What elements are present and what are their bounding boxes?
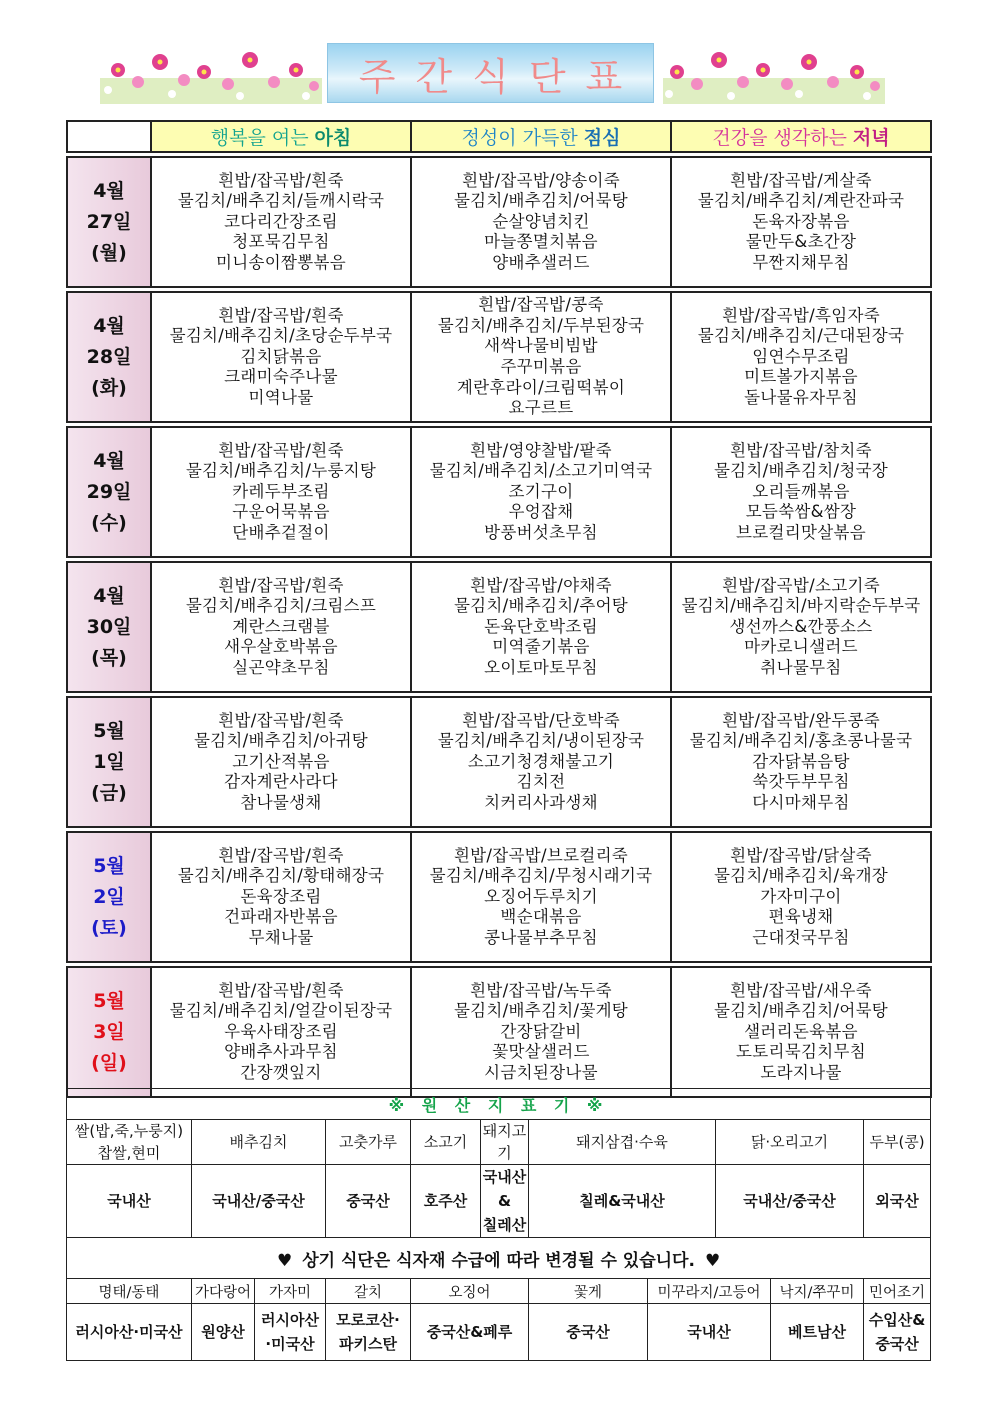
breakfast-menu-line: 김치닭볶음 bbox=[240, 346, 322, 366]
dinner-menu-line: 오리들깨볶음 bbox=[752, 481, 850, 501]
breakfast-cell bbox=[151, 832, 411, 962]
dinner-menu-line: 생선까스&깐풍소스 bbox=[729, 616, 873, 636]
lunch-menu-line: 간장닭갈비 bbox=[500, 1021, 582, 1041]
dinner-menu bbox=[672, 576, 930, 679]
origin-value-cell bbox=[716, 1165, 864, 1238]
origin-label-row bbox=[67, 1279, 931, 1304]
breakfast-menu bbox=[152, 441, 410, 544]
lunch-menu-line: 물김치/배추김치/추어탕 bbox=[453, 596, 629, 616]
day-row bbox=[67, 292, 931, 422]
origin-value-cell bbox=[529, 1304, 648, 1361]
breakfast-cell bbox=[151, 292, 411, 422]
origin-label-cell bbox=[771, 1279, 864, 1304]
origin-value-text: 칠레&국내산 bbox=[579, 1192, 665, 1210]
origin-label-cell bbox=[864, 1120, 931, 1165]
origin-label-text: 가자미 bbox=[268, 1284, 312, 1301]
lunch-menu-line: 소고기청경채불고기 bbox=[467, 751, 615, 771]
dinner-menu-line: 무짠지채무침 bbox=[752, 252, 850, 272]
lunch-menu bbox=[412, 295, 670, 419]
origin-value-cell bbox=[192, 1304, 255, 1361]
breakfast-menu-line: 미니송이짬뽕볶음 bbox=[216, 252, 346, 272]
origin-value-text: 모로코산· bbox=[336, 1311, 400, 1329]
breakfast-menu-line: 돈육장조림 bbox=[240, 886, 322, 906]
date-cell bbox=[67, 967, 151, 1097]
dinner-menu-line: 편육냉채 bbox=[768, 907, 834, 927]
lunch-menu-line: 시금치된장나물 bbox=[484, 1062, 598, 1082]
origin-value-cell bbox=[255, 1304, 326, 1361]
lunch-menu-line: 흰밥/잡곡밥/브로컬리죽 bbox=[453, 845, 629, 865]
breakfast-menu-line: 청포묵김무침 bbox=[232, 232, 330, 252]
date-cell bbox=[67, 697, 151, 827]
day-row bbox=[67, 967, 931, 1097]
origin-label-text: 민어조기 bbox=[869, 1284, 926, 1301]
origin-label-cell bbox=[326, 1279, 411, 1304]
title-banner bbox=[327, 43, 654, 103]
lunch-header bbox=[411, 121, 671, 152]
origin-label-text: 두부(콩) bbox=[869, 1133, 925, 1151]
dinner-menu-line: 취나물무침 bbox=[760, 657, 842, 677]
dinner-cell bbox=[671, 292, 931, 422]
header-corner bbox=[67, 121, 151, 152]
origin-value-cell bbox=[864, 1165, 931, 1238]
origin-label-cell bbox=[648, 1279, 771, 1304]
origin-title-row bbox=[67, 1089, 931, 1120]
origin-label-cell bbox=[411, 1279, 529, 1304]
breakfast-menu-line: 참나물생채 bbox=[240, 792, 322, 812]
date-cell bbox=[67, 562, 151, 692]
breakfast-menu-line: 감자계란사라다 bbox=[224, 772, 338, 792]
origin-value-text: 국내산/중국산 bbox=[212, 1192, 305, 1210]
lunch-cell bbox=[411, 967, 671, 1097]
breakfast-header-lead: 행복을 여는 bbox=[210, 127, 309, 149]
breakfast-menu-line: 크래미숙주나물 bbox=[224, 367, 338, 387]
day-row bbox=[67, 697, 931, 827]
date-day: 27일 bbox=[86, 210, 132, 233]
dinner-menu bbox=[672, 306, 930, 409]
dinner-menu-line: 도라지나물 bbox=[760, 1062, 842, 1082]
origin-value-cell bbox=[411, 1165, 481, 1238]
origin-value-text: 베트남산 bbox=[788, 1323, 846, 1341]
lunch-menu-line: 계란후라이/크림떡볶이 bbox=[456, 377, 626, 397]
origin-label-cell bbox=[192, 1279, 255, 1304]
breakfast-menu-line: 무채나물 bbox=[248, 927, 314, 947]
origin-label-text: 갈치 bbox=[353, 1284, 382, 1301]
dinner-menu-line: 근대젓국무침 bbox=[752, 927, 850, 947]
origin-value-text: 러시아산·미국산 bbox=[75, 1323, 183, 1341]
lunch-cell bbox=[411, 697, 671, 827]
dinner-menu-line: 임연수무조림 bbox=[752, 346, 850, 366]
lunch-menu-line: 물김치/배추김치/소고기미역국 bbox=[429, 461, 653, 481]
dinner-header-lead: 건강을 생각하는 bbox=[712, 127, 847, 149]
date-month: 5월 bbox=[93, 989, 125, 1012]
lunch-header-lead: 정성이 가득한 bbox=[461, 127, 578, 149]
origin-label-text: 오징어 bbox=[448, 1284, 491, 1301]
day-row bbox=[67, 832, 931, 962]
breakfast-menu-line: 구운어묵볶음 bbox=[232, 502, 330, 522]
origin-value-text: 원양산 bbox=[201, 1323, 245, 1341]
date-month: 4월 bbox=[93, 449, 125, 472]
origin-label-text: 돼지삼겹·수육 bbox=[576, 1133, 668, 1151]
origin-value-text: 국내산/중국산 bbox=[743, 1192, 836, 1210]
meal-header-row bbox=[67, 121, 931, 152]
origin-label-cell bbox=[481, 1120, 529, 1165]
origin-value-text: 수입산& bbox=[868, 1311, 926, 1329]
lunch-menu-line: 미역줄기볶음 bbox=[492, 637, 590, 657]
breakfast-menu bbox=[152, 306, 410, 409]
dinner-menu-line: 흰밥/잡곡밥/게살죽 bbox=[730, 170, 872, 190]
breakfast-menu-line: 흰밥/잡곡밥/흰죽 bbox=[218, 305, 344, 325]
dinner-menu-line: 마카로니샐러드 bbox=[744, 637, 858, 657]
breakfast-menu-line: 새우살호박볶음 bbox=[224, 637, 338, 657]
date-month: 4월 bbox=[93, 179, 125, 202]
date-weekday: (토) bbox=[91, 916, 127, 939]
breakfast-menu bbox=[152, 846, 410, 949]
breakfast-menu-line: 실곤약초무침 bbox=[232, 657, 330, 677]
lunch-menu-line: 조기구이 bbox=[508, 481, 574, 501]
origin-value-cell bbox=[648, 1304, 771, 1361]
lunch-menu bbox=[412, 441, 670, 544]
breakfast-menu-line: 흰밥/잡곡밥/흰죽 bbox=[218, 575, 344, 595]
lunch-menu bbox=[412, 171, 670, 274]
flower-decoration-right bbox=[663, 48, 885, 104]
lunch-menu-line: 치커리사과생채 bbox=[484, 792, 598, 812]
breakfast-menu bbox=[152, 576, 410, 679]
weekly-menu-table bbox=[66, 120, 932, 1098]
notice-text: 상기 식단은 식자재 수급에 따라 변경될 수 있습니다. bbox=[302, 1250, 695, 1271]
origin-label-text: 쌀(밥,죽,누룽지) bbox=[74, 1122, 184, 1140]
dinner-cell bbox=[671, 697, 931, 827]
dinner-cell bbox=[671, 427, 931, 557]
breakfast-menu-line: 물김치/배추김치/황태해장국 bbox=[177, 866, 385, 886]
origin-label-cell bbox=[529, 1279, 648, 1304]
breakfast-menu-line: 우육사태장조림 bbox=[224, 1021, 338, 1041]
date-month: 5월 bbox=[93, 719, 125, 742]
origin-label-text: 가다랑어 bbox=[194, 1284, 252, 1301]
lunch-cell bbox=[411, 427, 671, 557]
lunch-menu-line: 방풍버섯초무침 bbox=[484, 522, 598, 542]
notice-row bbox=[67, 1238, 931, 1279]
dinner-menu-line: 물김치/배추김치/어묵탕 bbox=[713, 1001, 889, 1021]
dinner-menu-line: 흰밥/잡곡밥/완두콩죽 bbox=[722, 710, 880, 730]
origin-label-cell bbox=[67, 1120, 192, 1165]
lunch-menu-line: 흰밥/잡곡밥/야채죽 bbox=[470, 575, 612, 595]
origin-label-cell bbox=[255, 1279, 326, 1304]
dinner-cell bbox=[671, 562, 931, 692]
lunch-menu bbox=[412, 846, 670, 949]
origin-value-text: 국내산& bbox=[482, 1168, 527, 1210]
flower-decoration-left bbox=[100, 48, 322, 104]
dinner-menu-line: 물김치/배추김치/근대된장국 bbox=[697, 326, 905, 346]
dinner-menu-line: 돌나물유자무침 bbox=[744, 387, 858, 407]
dinner-menu bbox=[672, 981, 930, 1084]
breakfast-menu-line: 흰밥/잡곡밥/흰죽 bbox=[218, 980, 344, 1000]
origin-value-text: 중국산&페루 bbox=[426, 1323, 513, 1341]
dinner-menu bbox=[672, 171, 930, 274]
date-month: 4월 bbox=[93, 584, 125, 607]
lunch-menu-line: 마늘쫑멸치볶음 bbox=[484, 232, 598, 252]
lunch-cell bbox=[411, 562, 671, 692]
breakfast-menu-line: 간장깻잎지 bbox=[240, 1062, 322, 1082]
dinner-menu-line: 흰밥/잡곡밥/닭살죽 bbox=[730, 845, 872, 865]
breakfast-menu-line: 물김치/배추김치/아귀탕 bbox=[193, 731, 369, 751]
breakfast-menu-line: 단배추겉절이 bbox=[232, 522, 330, 542]
origin-value-cell bbox=[864, 1304, 931, 1361]
dinner-menu-line: 흰밥/잡곡밥/흑임자죽 bbox=[722, 305, 880, 325]
origin-label-text: 고춧가루 bbox=[339, 1133, 397, 1151]
lunch-menu bbox=[412, 981, 670, 1084]
dinner-cell bbox=[671, 157, 931, 287]
origin-label-cell bbox=[67, 1279, 192, 1304]
dinner-menu-line: 모듬쑥쌈&쌈장 bbox=[745, 502, 857, 522]
dinner-menu-line: 물김치/배추김치/홍초콩나물국 bbox=[689, 731, 913, 751]
lunch-menu-line: 흰밥/잡곡밥/단호박죽 bbox=[462, 710, 620, 730]
dinner-menu bbox=[672, 846, 930, 949]
dinner-menu-line: 브로컬리맛살볶음 bbox=[736, 522, 866, 542]
breakfast-menu-line: 고기산적볶음 bbox=[232, 751, 330, 771]
date-cell bbox=[67, 157, 151, 287]
origin-value-text: 중국산 bbox=[875, 1335, 919, 1353]
origin-label-text: 배추김치 bbox=[229, 1133, 288, 1151]
origin-value-text: 외국산 bbox=[875, 1192, 919, 1210]
breakfast-menu-line: 건파래자반볶음 bbox=[224, 907, 338, 927]
date-weekday: (화) bbox=[91, 376, 127, 399]
day-row bbox=[67, 157, 931, 287]
breakfast-menu-line: 흰밥/잡곡밥/흰죽 bbox=[218, 845, 344, 865]
lunch-menu-line: 물김치/배추김치/무청시래기국 bbox=[429, 866, 653, 886]
origin-value-text: 러시아산 bbox=[261, 1311, 319, 1329]
breakfast-menu-line: 물김치/배추김치/초당순두부국 bbox=[169, 326, 393, 346]
lunch-cell bbox=[411, 832, 671, 962]
day-row bbox=[67, 562, 931, 692]
origin-value-text: 중국산 bbox=[346, 1192, 390, 1210]
origin-label-cell bbox=[326, 1120, 411, 1165]
origin-value-cell bbox=[67, 1304, 192, 1361]
lunch-menu-line: 꽃맛살샐러드 bbox=[492, 1042, 590, 1062]
lunch-menu-line: 요구르트 bbox=[508, 398, 574, 418]
day-row bbox=[67, 427, 931, 557]
origin-value-text: 칠레산 bbox=[482, 1216, 527, 1234]
origin-label-text: 낙지/쭈꾸미 bbox=[779, 1284, 855, 1301]
date-month: 5월 bbox=[93, 854, 125, 877]
lunch-menu-line: 흰밥/잡곡밥/콩죽 bbox=[478, 295, 604, 315]
date-day: 28일 bbox=[86, 345, 132, 368]
origin-value-text: 파키스탄 bbox=[339, 1335, 397, 1353]
breakfast-cell bbox=[151, 427, 411, 557]
lunch-menu-line: 새싹나물비빔밥 bbox=[484, 336, 598, 356]
dinner-cell bbox=[671, 832, 931, 962]
date-weekday: (목) bbox=[91, 646, 127, 669]
breakfast-menu-line: 미역나물 bbox=[248, 387, 314, 407]
origin-value-cell bbox=[411, 1304, 529, 1361]
origin-value-text: 국내산 bbox=[687, 1323, 731, 1341]
dinner-menu-line: 샐러리돈육볶음 bbox=[744, 1021, 858, 1041]
breakfast-cell bbox=[151, 697, 411, 827]
breakfast-menu bbox=[152, 981, 410, 1084]
lunch-menu-line: 물김치/배추김치/꽃게탕 bbox=[453, 1001, 629, 1021]
origin-value-row bbox=[67, 1304, 931, 1361]
dinner-menu-line: 감자닭볶음탕 bbox=[752, 751, 850, 771]
breakfast-menu-line: 코다리간장조림 bbox=[224, 211, 338, 231]
date-day: 2일 bbox=[93, 885, 125, 908]
origin-value-text: 중국산 bbox=[566, 1323, 610, 1341]
origin-value-cell bbox=[67, 1165, 192, 1238]
heart-icon: ♥ bbox=[276, 1250, 293, 1271]
dinner-menu-line: 물김치/배추김치/바지락순두부국 bbox=[681, 596, 921, 616]
origin-value-text: 국내산 bbox=[107, 1192, 151, 1210]
breakfast-menu-line: 물김치/배추김치/크림스프 bbox=[185, 596, 377, 616]
date-day: 3일 bbox=[93, 1020, 125, 1043]
lunch-cell bbox=[411, 292, 671, 422]
breakfast-cell bbox=[151, 157, 411, 287]
dinner-menu-line: 흰밥/잡곡밥/참치죽 bbox=[730, 440, 872, 460]
lunch-menu bbox=[412, 711, 670, 814]
origin-value-text: 호주산 bbox=[423, 1192, 468, 1210]
origin-value-cell bbox=[326, 1304, 411, 1361]
origin-label-text: 꽃게 bbox=[573, 1284, 602, 1301]
origin-label-text: 닭·오리고기 bbox=[750, 1133, 829, 1151]
breakfast-header bbox=[151, 121, 411, 152]
date-cell bbox=[67, 832, 151, 962]
date-day: 30일 bbox=[86, 615, 132, 638]
date-day: 29일 bbox=[86, 480, 132, 503]
breakfast-menu bbox=[152, 711, 410, 814]
date-weekday: (일) bbox=[91, 1051, 127, 1074]
date-month: 4월 bbox=[93, 314, 125, 337]
lunch-menu-line: 오징어두루치기 bbox=[484, 886, 598, 906]
lunch-menu-line: 김치전 bbox=[516, 772, 566, 792]
origin-label-cell bbox=[192, 1120, 326, 1165]
lunch-menu-line: 양배추샐러드 bbox=[492, 252, 590, 272]
lunch-menu-line: 물김치/배추김치/냉이된장국 bbox=[437, 731, 645, 751]
origin-value-text: ·미국산 bbox=[265, 1335, 315, 1353]
lunch-menu-line: 주꾸미볶음 bbox=[500, 357, 582, 376]
dinner-menu-line: 물만두&초간장 bbox=[745, 232, 857, 252]
origin-value-cell bbox=[481, 1165, 529, 1238]
origin-label-row bbox=[67, 1120, 931, 1165]
origin-value-cell bbox=[529, 1165, 716, 1238]
lunch-cell bbox=[411, 157, 671, 287]
lunch-menu bbox=[412, 576, 670, 679]
dinner-menu-line: 미트볼가지볶음 bbox=[744, 367, 858, 387]
dinner-menu-line: 물김치/배추김치/육개장 bbox=[713, 866, 889, 886]
lunch-menu-line: 물김치/배추김치/두부된장국 bbox=[437, 315, 645, 335]
origin-value-cell bbox=[326, 1165, 411, 1238]
origin-value-row bbox=[67, 1165, 931, 1238]
breakfast-header-strong: 아침 bbox=[314, 127, 352, 149]
origin-label-cell bbox=[411, 1120, 481, 1165]
notice-cell bbox=[67, 1238, 931, 1279]
lunch-menu-line: 돈육단호박조림 bbox=[484, 616, 598, 636]
origin-title: ※ 원 산 지 표 기 ※ bbox=[67, 1089, 931, 1120]
breakfast-menu bbox=[152, 171, 410, 274]
breakfast-menu-line: 계란스크램블 bbox=[232, 616, 330, 636]
date-cell bbox=[67, 292, 151, 422]
dinner-menu bbox=[672, 711, 930, 814]
date-cell bbox=[67, 427, 151, 557]
origin-label-text: 소고기 bbox=[423, 1133, 468, 1151]
lunch-menu-line: 콩나물부추무침 bbox=[484, 927, 598, 947]
breakfast-menu-line: 흰밥/잡곡밥/흰죽 bbox=[218, 710, 344, 730]
dinner-menu-line: 쑥갓두부무침 bbox=[752, 772, 850, 792]
dinner-cell bbox=[671, 967, 931, 1097]
origin-label-text: 찹쌀,현미 bbox=[97, 1144, 161, 1162]
dinner-menu-line: 흰밥/잡곡밥/소고기죽 bbox=[722, 575, 880, 595]
breakfast-menu-line: 물김치/배추김치/들깨시락국 bbox=[177, 191, 385, 211]
lunch-menu-line: 오이토마토무침 bbox=[484, 657, 598, 677]
lunch-menu-line: 흰밥/잡곡밥/양송이죽 bbox=[462, 170, 620, 190]
breakfast-cell bbox=[151, 967, 411, 1097]
origin-label-text: 명태/동태 bbox=[98, 1284, 160, 1301]
origin-label-cell bbox=[716, 1120, 864, 1165]
breakfast-menu-line: 흰밥/잡곡밥/흰죽 bbox=[218, 440, 344, 460]
breakfast-menu-line: 물김치/배추김치/얼갈이된장국 bbox=[169, 1001, 393, 1021]
origin-label-text: 돼지고기 bbox=[482, 1122, 527, 1162]
breakfast-menu-line: 흰밥/잡곡밥/흰죽 bbox=[218, 170, 344, 190]
dinner-menu-line: 흰밥/잡곡밥/새우죽 bbox=[730, 980, 872, 1000]
dinner-menu bbox=[672, 441, 930, 544]
date-weekday: (월) bbox=[91, 241, 127, 264]
date-weekday: (수) bbox=[91, 511, 127, 534]
origin-table bbox=[66, 1088, 931, 1361]
heart-icon: ♥ bbox=[704, 1250, 721, 1271]
dinner-menu-line: 다시마채무침 bbox=[752, 792, 850, 812]
page-title: 주간식단표 bbox=[358, 54, 643, 99]
date-weekday: (금) bbox=[91, 781, 127, 804]
origin-label-text: 미꾸라지/고등어 bbox=[657, 1284, 761, 1301]
lunch-header-strong: 점심 bbox=[583, 127, 621, 149]
lunch-menu-line: 흰밥/영양찰밥/팥죽 bbox=[470, 440, 612, 460]
breakfast-menu-line: 카레두부조림 bbox=[232, 481, 330, 501]
breakfast-menu-line: 물김치/배추김치/누룽지탕 bbox=[185, 461, 377, 481]
dinner-menu-line: 물김치/배추김치/계란잔파국 bbox=[697, 191, 905, 211]
dinner-menu-line: 돈육자장볶음 bbox=[752, 211, 850, 231]
lunch-menu-line: 흰밥/잡곡밥/녹두죽 bbox=[470, 980, 612, 1000]
lunch-menu-line: 백순대볶음 bbox=[500, 907, 582, 927]
origin-label-cell bbox=[529, 1120, 716, 1165]
date-day: 1일 bbox=[93, 750, 125, 773]
dinner-menu-line: 가자미구이 bbox=[760, 886, 842, 906]
dinner-header bbox=[671, 121, 931, 152]
dinner-menu-line: 도토리묵김치무침 bbox=[736, 1042, 866, 1062]
origin-label-cell bbox=[864, 1279, 931, 1304]
breakfast-cell bbox=[151, 562, 411, 692]
dinner-menu-line: 물김치/배추김치/청국장 bbox=[713, 461, 889, 481]
origin-value-cell bbox=[192, 1165, 326, 1238]
dinner-header-strong: 저녁 bbox=[852, 127, 890, 149]
origin-value-cell bbox=[771, 1304, 864, 1361]
lunch-menu-line: 순살양념치킨 bbox=[492, 211, 590, 231]
lunch-menu-line: 우엉잡채 bbox=[508, 502, 574, 522]
breakfast-menu-line: 양배추사과무침 bbox=[224, 1042, 338, 1062]
lunch-menu-line: 물김치/배추김치/어묵탕 bbox=[453, 191, 629, 211]
